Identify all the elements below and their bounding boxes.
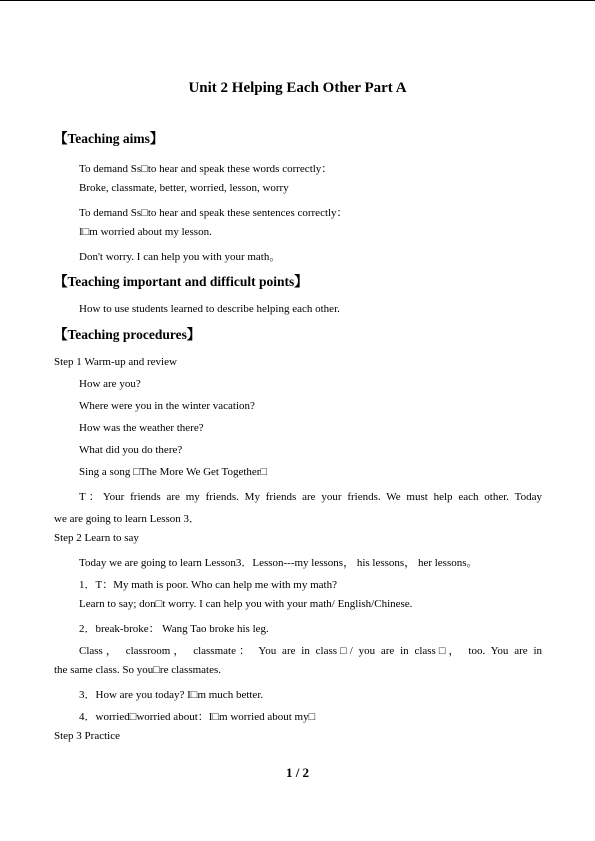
step1-line-6: T：Your friends are my friends. My friends are your friends. We must help each other. Today bbox=[79, 491, 542, 503]
step2-line-7: 3．How are you today? I□m much better. bbox=[79, 689, 264, 701]
step2-line-8: 4．worried□worried about：I□m worried about my□ bbox=[79, 711, 316, 723]
points-line-1: How to use students learned to describe helping each other. bbox=[79, 303, 340, 315]
aims-line-3: To demand Ss□to hear and speak these sentences correctly： bbox=[79, 207, 348, 219]
step2-line-3: Learn to say; don□t worry. I can help you with your math/ English/Chinese. bbox=[79, 598, 413, 610]
document-title: Unit 2 Helping Each Other Part A bbox=[188, 80, 407, 96]
aims-line-4: I□m worried about my lesson. bbox=[79, 226, 212, 238]
step3-title: Step 3 Practice bbox=[54, 730, 120, 742]
step2-line-2: 1．T：My math is poor. Who can help me with my math? bbox=[79, 579, 337, 591]
aims-line-2: Broke, classmate, better, worried, lesson, worry bbox=[79, 182, 289, 194]
step2-line-5: Class， classroom， classmate： You are in class□/ you are in class□， too. You are in bbox=[79, 645, 542, 657]
step2-title: Step 2 Learn to say bbox=[54, 532, 139, 544]
section-heading-teaching-procedures: 【Teaching procedures】 bbox=[54, 327, 201, 342]
step1-title: Step 1 Warm-up and review bbox=[54, 356, 177, 368]
aims-line-5: Don't worry. I can help you with your math。 bbox=[79, 251, 281, 263]
step1-line-4: What did you do there? bbox=[79, 444, 183, 456]
step1-line-1: How are you? bbox=[79, 378, 141, 390]
page-number: 1 / 2 bbox=[285, 765, 310, 780]
step1-line-3: How was the weather there? bbox=[79, 422, 204, 434]
step1-line-7: we are going to learn Lesson 3． bbox=[54, 513, 201, 525]
step2-line-1: Today we are going to learn Lesson3．Lesson---my lessons， his lessons， her lessons。 bbox=[79, 557, 478, 569]
section-heading-teaching-aims: 【Teaching aims】 bbox=[54, 131, 164, 146]
step1-line-5: Sing a song □The More We Get Together□ bbox=[79, 466, 268, 478]
aims-line-1: To demand Ss□to hear and speak these words correctly： bbox=[79, 163, 333, 175]
top-border-line bbox=[0, 0, 595, 1]
step2-line-6: the same class. So you□re classmates. bbox=[54, 664, 222, 676]
step1-line-2: Where were you in the winter vacation? bbox=[79, 400, 255, 412]
section-heading-important-points: 【Teaching important and difficult points】 bbox=[54, 274, 308, 289]
step2-line-4: 2．break-broke： Wang Tao broke his leg. bbox=[79, 623, 269, 635]
